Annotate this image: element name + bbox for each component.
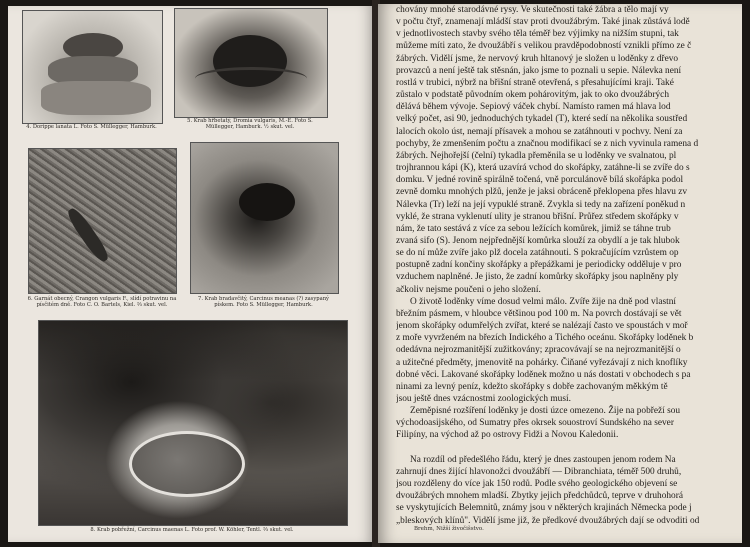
figure-6-caption: 6. Garnát obecný, Crangon vulgaris F., slídí potravinu na písčitém dně. Foto C. O. Bartels, Kiel. ⅔ skut. vel. — [27, 296, 177, 309]
figure-5-photo — [174, 8, 328, 118]
figure-7-photo — [190, 142, 339, 294]
text-line: a užitečné předměty, jmenovitě na pohárky. Čiňané vyřezávají z nich knoflíky — [396, 357, 688, 368]
text-line: v jednotlivostech stavby svého těla téměř bez výjimky na nižším stupni, tak — [396, 29, 679, 40]
text-line: žábrých. Vidělí jsme, že nervový kruh hltanový je složen u loděnky z dřevo — [396, 53, 679, 64]
text-line: jsou rozděleny do více jak 150 rodů. Podle svého geologického objevení se — [396, 479, 678, 490]
text-line: vyklé, že strana vyklenutí ulity je stranou břišní. Průřez středem skořápky v — [396, 211, 679, 222]
footer-note: Brehm, Nižší živočišstvo. — [414, 526, 484, 532]
text-line: vzduchem naplněné. Je jisto, že zadní komůrky skořápky jsou naplněny ply — [396, 272, 679, 283]
text-line: žábrých. Nejhořejší (čelní) tykadla přeměnila se u loděnky ve svalnatou, pl — [396, 150, 677, 161]
text-line: východoasijského, od Sumatry přes okrsek souostroví Sundského na sever — [396, 418, 674, 429]
text-line: dělává během vývoje. Sepiový váček chybí. Namísto ramen má hlava lod — [396, 102, 671, 113]
text-line: rostlá v trubici, nýbrž na břišní straně otevřená, s přesahujícími kraji. Také — [396, 77, 674, 88]
text-line: jsou ještě dnes vzácnostmi zoologických musí. — [396, 394, 571, 404]
text-line: „bleskových klínů". Vidělí jsme již, že předkové dvoužábrých dají se odvoditi od — [396, 515, 700, 526]
figure-7-caption: 7. Krab bradavčitý, Carcinus meanas (?) zasypaný pískem. Foto S. Müllegger, Hamburk. — [198, 296, 329, 309]
text-line — [396, 442, 742, 454]
text-line: z moře vyvrženém na březích Indického a Tichého oceánu. Skořápky loděnek b — [396, 333, 694, 344]
left-page — [8, 6, 373, 542]
body-text — [396, 4, 742, 527]
text-line: pochyby, že zmenšením počtu a značnou modifikací se z nich vyvinula ramena d — [396, 138, 699, 149]
text-line: Zeměpisné rozšíření loděnky je dosti úzce omezeno. Žije na pobřeží sou — [410, 406, 681, 417]
text-line: se do ní může zvíře jako plž docela zatáhnouti. S pokračujícím vzrůstem op — [396, 248, 679, 259]
figure-8-photo — [38, 320, 348, 526]
text-line: dobné věci. Lakované skořápky loděnek možno u nás dostati v obchodech s pa — [396, 369, 691, 380]
text-line: O životě loděnky víme dosud velmi málo. Zvíře žije na dně pod vlastní — [410, 296, 676, 307]
text-line: chovány mnohé starodávné rysy. Ve skutečnosti také žábra a tělo mají vy — [396, 5, 669, 15]
right-page — [378, 4, 742, 543]
text-line: můžeme míti zato, že dvoužábří s velikou pravděpodobností vznikli přímo ze č — [396, 41, 692, 52]
text-line: domku. V jedné rovině spirálně točená, vně porculánově bílá skořápka podol — [396, 175, 684, 186]
text-line: jenom skořápky odumřelých zvířat, které se nalézají často ve spoustách v moř — [396, 321, 688, 332]
text-line: zvaná sifo (S). Jenom nejpřednější komůrka slouží za obydlí a je tak hlubok — [396, 235, 680, 246]
text-line: ninami za levný peníz, kdežto skořápky s dobře zachovaným měkkým tě — [396, 381, 668, 392]
figure-6-photo — [28, 148, 177, 294]
text-line: Nálevka (Tr) leží na její vypuklé straně. Zvykla si tedy na zařízení poněkud n — [396, 199, 686, 210]
figure-8-caption: 8. Krab pobřežní, Carcinus maenas L. Foto prof. W. Köhler, Tentl. ⅔ skut. vel. — [90, 527, 294, 533]
figure-4-photo — [22, 10, 163, 124]
text-line: velký počet, asi 90, jednoduchých tykadel (T), které sedí na několika soustřed — [396, 114, 688, 125]
text-line: ačkoliv nejsme poučeni o jeho složení. — [396, 284, 541, 295]
text-line: zevně domku mnohých plžů, jenže je jaksi obráceně překlopena přes hlavu zv — [396, 187, 688, 198]
text-line: provazců a není ještě tak stěsnán, jako jsme to poznali u sepie. Nálevka není — [396, 65, 682, 76]
text-line: Na rozdíl od předešlého řádu, který je dnes zastoupen jenom rodem Na — [410, 454, 676, 465]
text-line: zahrnují dnes žijící hlavonožci dvoužábří — Dibranchiata, téměř 500 druhů, — [396, 466, 682, 477]
text-line: postupně zadní končiny skořápky a přepážkami je periodicky odděluje v pro — [396, 260, 682, 271]
text-line: odedávna nejrozmanitější zužitkovány; zpracovávají se na nejrozmanitější o — [396, 345, 681, 356]
text-line: se vyskytujících Belemnitů, známy jsou v některých krajinách Německa pode j — [396, 503, 692, 514]
text-line: Filipíny, na východ až po ostrovy Fidži a Novou Kaledonii. — [396, 430, 619, 441]
text-line: trojhrannou kápi (K), která uzavírá vchod do skořápky, zatáhne-li se zvíře do s — [396, 163, 690, 174]
text-line: nám, že tato sestává z více za sebou ležících komůrek, jimiž se táhne trub — [396, 223, 671, 234]
figure-4-caption: 4. Dorippe lanata L. Foto S. Müllegger, Hamburk. — [26, 124, 157, 130]
text-line: v počtu čtyř, znamenají mládší stav proti dvoužábrým. Také jinak zůstává lodě — [396, 17, 690, 28]
figure-5-caption: 5. Krab hřbetatý, Dromia vulgaris, M.-E. Foto S. Müllegger, Hamburk. ½ skut. vel. — [187, 118, 313, 131]
text-line: dvoužábrých mnohem mladší. Zbytky jejich předchůdců, teprve v druhohorá — [396, 491, 683, 502]
text-line: zůstalo v podstatě původním okem pohárovitým, jak to oko dvoužábrých — [396, 90, 669, 101]
text-line: lalocích okolo úst, nemají přísavek a mohou se zatáhnouti v pochvy. Není za — [396, 126, 683, 137]
text-line: břežním pásmem, v hloubce většinou pod 100 m. Na povrch dostávají se vět — [396, 308, 682, 319]
